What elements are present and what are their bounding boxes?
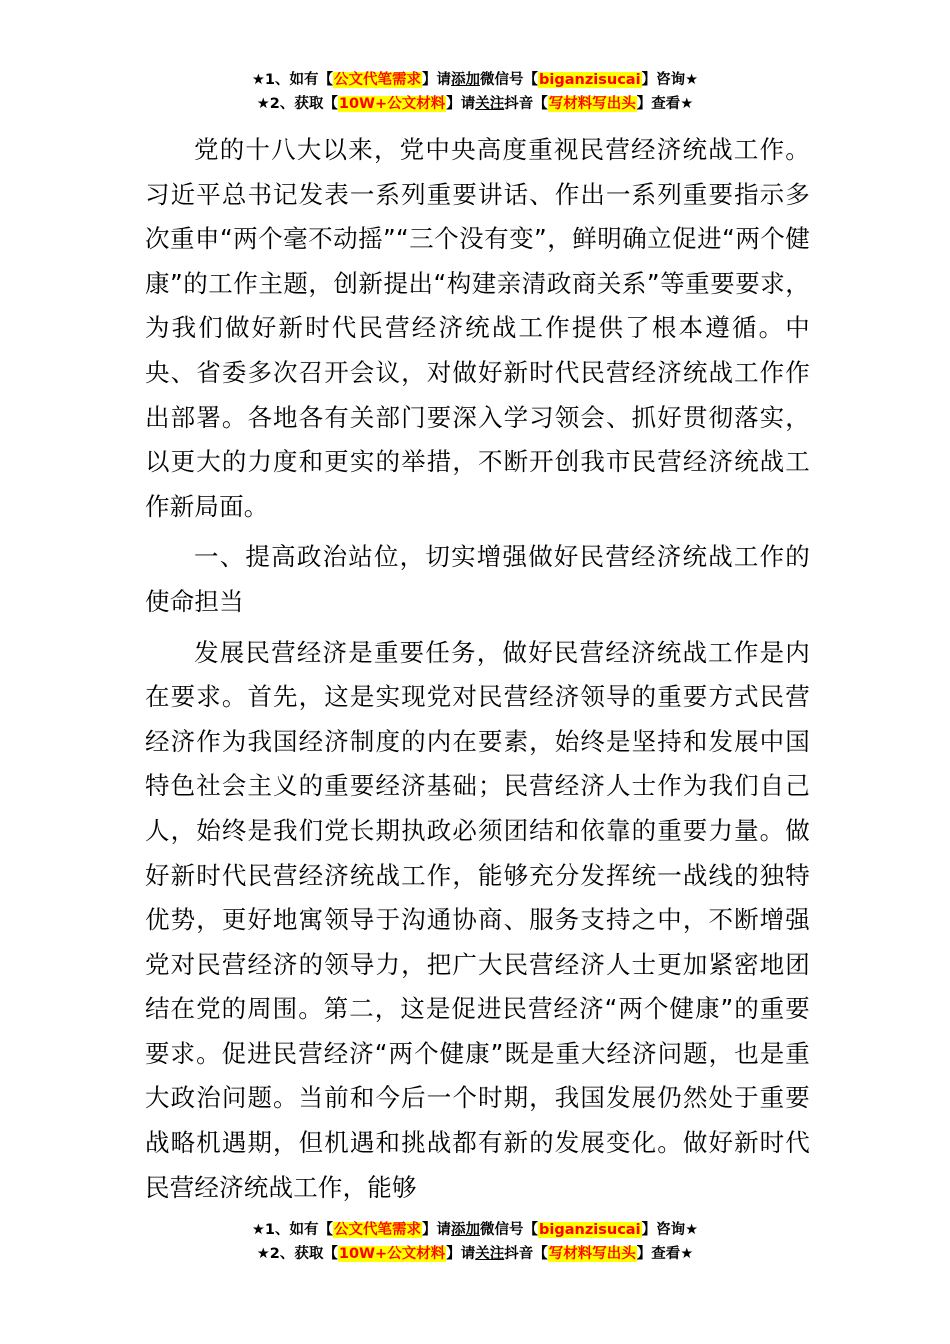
highlight-douyin: 写材料写出头 bbox=[548, 1246, 636, 1262]
section-heading-1: 一、提高政治站位，切实增强做好民营经济统战工作的使命担当 bbox=[145, 542, 810, 616]
paragraph-intro: 党的十八大以来，党中央高度重视民营经济统战工作。习近平总书记发表一系列重要讲话、作出一系列重要指示多次重申“两个毫不动摇”“三个没有变”，鲜明确立促进“两个健康”的工作主题，创新提出“构建亲清政商关系”等重要要求，为我们做好新时代民营经济统战工作提供了根本遵循。中央、省委多次召开会议，对做好新时代民营经济统战工作作出部署。各地各有关部门要深入学习领会、抓好贯彻落实，以更大的力度和更实的举措，不断开创我市民营经济统战工作新局面。 bbox=[145, 135, 810, 521]
document-body bbox=[145, 128, 810, 1210]
banner-line-2: ★2、获取【10W+公文材料】请关注抖音【写材料写出头】查看★ bbox=[256, 96, 694, 112]
highlight-wechat-id: biganzisucai bbox=[539, 1222, 641, 1238]
underlined-add: 添加 bbox=[451, 72, 481, 88]
footer-banner bbox=[0, 1218, 950, 1266]
underlined-follow: 关注 bbox=[475, 96, 505, 112]
paragraph-section-1: 发展民营经济是重要任务，做好民营经济统战工作是内在要求。首先，这是实现党对民营经济领导的重要方式民营经济作为我国经济制度的内在要素，始终是坚持和发展中国特色社会主义的重要经济基础；民营经济人士作为我们自己人，始终是我们党长期执政必须团结和依靠的重要力量。做好新时代民营经济统战工作，能够充分发挥统一战线的独特优势，更好地寓领导于沟通协商、服务支持之中，不断增强党对民营经济的领导力，把广大民营经济人士更加紧密地团结在党的周围。第二，这是促进民营经济“两个健康”的重要要求。促进民营经济“两个健康”既是重大经济问题，也是重大政治问题。当前和今后一个时期，我国发展仍然处于重要战略机遇期，但机遇和挑战都有新的发展变化。做好新时代民营经济统战工作，能够 bbox=[145, 637, 810, 1202]
underlined-follow: 关注 bbox=[475, 1246, 505, 1262]
header-banner bbox=[0, 68, 950, 116]
banner-line-2: ★2、获取【10W+公文材料】请关注抖音【写材料写出头】查看★ bbox=[256, 1246, 694, 1262]
underlined-add: 添加 bbox=[451, 1222, 481, 1238]
banner-line-1: ★1、如有【公文代笔需求】请添加微信号【biganzisucai】咨询★ bbox=[251, 72, 699, 88]
highlight-ghostwriting: 公文代笔需求 bbox=[334, 72, 422, 88]
highlight-materials: 10W+公文材料 bbox=[338, 1246, 446, 1262]
banner-line-1: ★1、如有【公文代笔需求】请添加微信号【biganzisucai】咨询★ bbox=[251, 1222, 699, 1238]
highlight-ghostwriting: 公文代笔需求 bbox=[334, 1222, 422, 1238]
highlight-materials: 10W+公文材料 bbox=[338, 96, 446, 112]
highlight-douyin: 写材料写出头 bbox=[548, 96, 636, 112]
highlight-wechat-id: biganzisucai bbox=[539, 72, 641, 88]
